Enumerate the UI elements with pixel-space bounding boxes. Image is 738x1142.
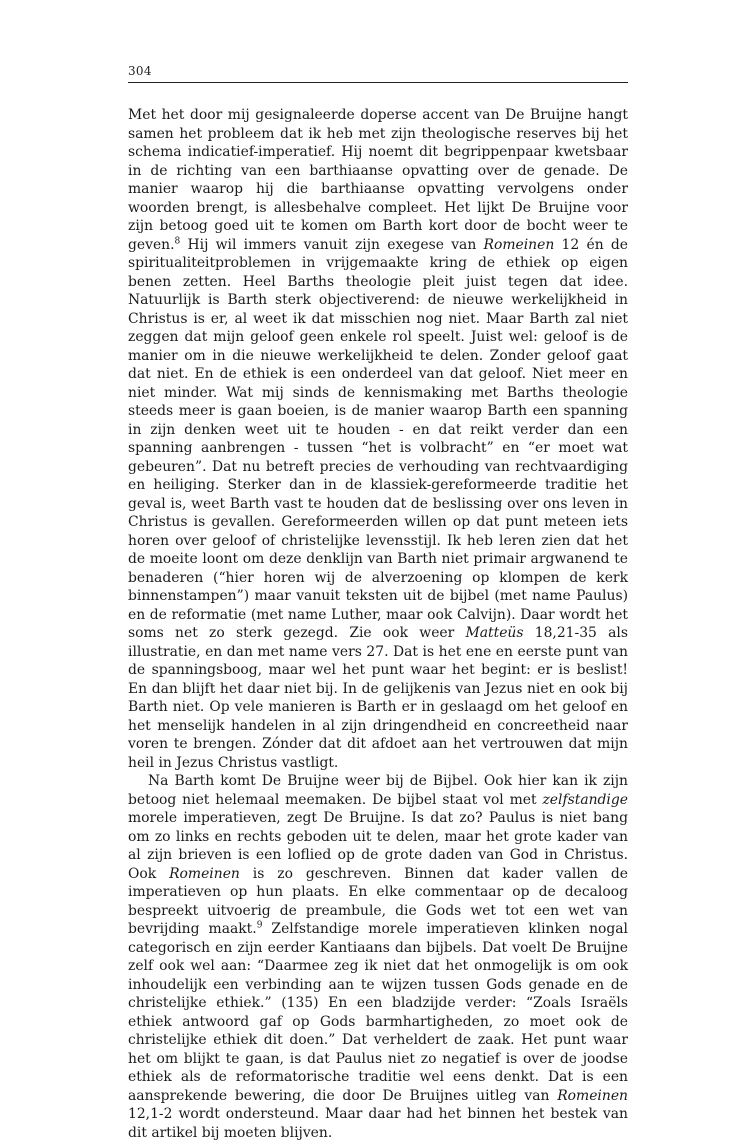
text-run: Met het door mij gesignaleerde doperse accent van De Bruijne hangt samen het probleem dat ik heb met zijn theologische reserves bij het schema indicatief-imperatief. Hij noemt dit begrippenpaar kwetsbaar in de richting van een barthiaanse opvatting over de genade. De manier waarop hij die barthiaanse opvatting vervolgens onder woorden brengt, is allesbehalve compleet. Het lijkt De Bruijne voor zijn betoog goed uit te komen om Barth kort door de bocht weer te geven. xyxy=(128,107,628,253)
paragraph-1 xyxy=(128,106,628,772)
page-number: 304 xyxy=(128,64,152,78)
header-rule xyxy=(128,82,628,83)
italic-text: Romeinen xyxy=(169,865,240,882)
paragraph-2 xyxy=(128,772,628,1142)
footnote-ref: 8 xyxy=(174,235,181,246)
italic-text: Matteüs xyxy=(465,625,524,641)
body-text xyxy=(128,106,628,1142)
text-run: Na Barth komt De Bruijne weer bij de Bijbel. Ook hier kan ik zijn betoog niet helemaal meemaken. De bijbel staat vol met xyxy=(128,773,628,808)
italic-text: Romeinen xyxy=(483,236,555,253)
text-run: Zelfstandige morele imperatieven klinken nogal categorisch en zijn eerder Kantiaans dan bijbels. Dat voelt De Bruijne zelf ook wel aan: “Daarmee zeg ik niet dat het onmogelijk is om ook inhoudelijk een verbinding aan te wijzen tussen Gods genade en de christelijke ethiek.” (135) En een bladzijde verder: “Zoals Israëls ethiek antwoord gaf op Gods barmhartigheden, zo moet ook de christelijke ethiek dit doen.” Dat verheldert de zaak. Het punt waar het om blijkt te gaan, is dat Paulus niet zo negatief is over de joodse ethiek als de reformatorische traditie wel eens denkt. Dat is een aansprekende bewering, die door De Bruijnes uitleg van xyxy=(128,921,629,1104)
text-run: 12,1-2 wordt ondersteund. Maar daar had het binnen het bestek van dit artikel bij moeten blijven. xyxy=(128,1106,628,1141)
italic-text: zelfstandige xyxy=(542,791,628,808)
text-run: Hij wil immers vanuit zijn exegese van xyxy=(180,236,484,253)
text-run: morele imperatieven, zegt De Bruijne. Is dat zo? Paulus is niet bang om zo links en rechts geboden uit te delen, maar het grote kader van al zijn brieven is een loflied op de grote daden van God in Christus. Ook xyxy=(128,810,628,882)
text-run: 12 én de spiritualiteitproblemen in vrijgemaakte kring de ethiek op eigen benen zetten. Heel Barths theologie pleit juist tegen dat idee. Natuurlijk is Barth sterk objectiverend: de nieuwe werkelijkheid in Christus is er, al weet ik dat misschien nog niet. Maar Barth zal niet zeggen dat mijn geloof geen enkele rol speelt. Juist wel: geloof is de manier om in die nieuwe werkelijkheid te delen. Zonder geloof gaat dat niet. En de ethiek is een onderdeel van dat geloof. Niet meer en niet minder. Wat mij sinds de kennismaking met Barths theologie steeds meer is gaan boeien, is de manier waarop Barth een spanning in zijn denken weet uit te houden - en dat reikt verder dan een spanning aanbrengen - tussen “het is volbracht” en “er moet wat gebeuren”. Dat nu betreft precies de verhouding van rechtvaardiging en heiliging. Sterker dan in de klassiek-gereformeerde traditie het geval is, weet Barth vast te houden dat de beslissing over ons leven in Christus is gevallen. Gereformeerden willen op dat punt meteen iets horen over geloof of christelijke levensstijl. Ik heb leren zien dat het de moeite loont om deze denklijn van Barth niet primair argwanend te benaderen (“hier horen wij de alverzoening op klompen de kerk binnenstampen”) maar vanuit teksten uit de bijbel (met name Paulus) en de reformatie (met name Luther, maar ook Calvijn). Daar wordt het soms net zo sterk gezegd. Zie ook weer xyxy=(128,236,629,641)
text-run: 18,21-35 als illustratie, en dan met name vers 27. Dat is het ene en eerste punt van de spanningsboog, maar wel het punt waar het begint: er is beslist! En dan blijft het daar niet bij. In de gelijkenis van Jezus niet en ook bij Barth niet. Op vele manieren is Barth er in geslaagd om het geloof en het menselijk handelen in al zijn dringendheid en concreetheid naar voren te brengen. Zónder dat dit afdoet aan het vertrouwen dat mijn heil in Jezus Christus vastligt. xyxy=(128,625,628,771)
text-run: is zo geschreven. Binnen dat kader vallen de imperatieven op hun plaats. En elke commentaar op de decaloog bespreekt uitvoerig de preambule, die Gods wet tot een wet van bevrijding maakt. xyxy=(128,865,628,937)
footnote-ref: 9 xyxy=(256,920,263,931)
italic-text: Romeinen xyxy=(557,1087,628,1104)
